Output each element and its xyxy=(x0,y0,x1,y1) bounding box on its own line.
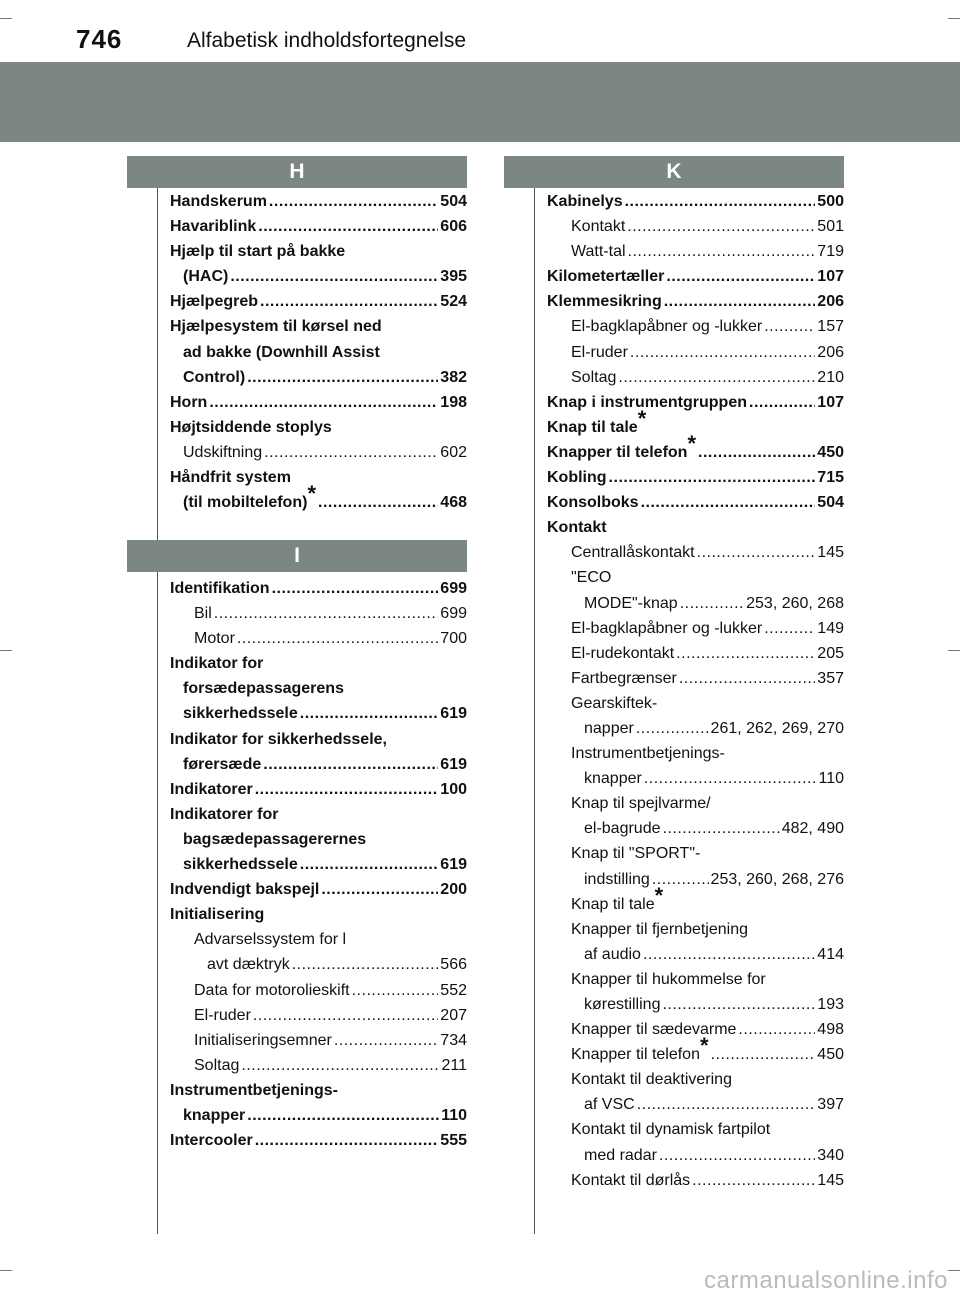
entry-text: Watt-tal xyxy=(571,243,626,261)
index-entry xyxy=(170,952,467,977)
index-entry xyxy=(170,852,467,877)
leader-dots xyxy=(643,942,815,967)
leader-dots xyxy=(247,365,438,390)
page-ref: 555 xyxy=(440,1132,467,1150)
index-entry xyxy=(170,827,467,852)
entry-text: Hjælpesystem til kørsel ned xyxy=(170,318,382,336)
index-entry xyxy=(170,676,467,701)
page-ref: 504 xyxy=(817,494,844,512)
page-ref: 619 xyxy=(440,755,467,773)
index-entry xyxy=(170,777,467,802)
entry-text: Intercooler xyxy=(170,1132,253,1150)
column-rule-right xyxy=(534,184,535,1234)
index-entry xyxy=(170,802,467,827)
index-entry xyxy=(170,214,467,239)
entry-text: knapper xyxy=(183,1106,246,1124)
entry-text: Centrallåskontakt xyxy=(571,544,695,562)
leader-dots xyxy=(644,766,817,791)
leader-dots xyxy=(300,852,439,877)
page-ref: 602 xyxy=(440,443,467,461)
index-entry xyxy=(170,626,467,651)
index-list-h xyxy=(170,189,467,515)
leader-dots xyxy=(258,214,438,239)
index-entry xyxy=(170,1128,467,1153)
index-entry xyxy=(547,189,844,214)
leader-dots xyxy=(627,214,815,239)
leader-dots xyxy=(300,701,439,726)
index-entry xyxy=(547,1092,844,1117)
entry-text: Knap til tale* xyxy=(547,405,647,436)
page-ref: 619 xyxy=(440,856,467,874)
leader-dots xyxy=(738,1017,815,1042)
footnote-asterisk: * xyxy=(654,882,664,908)
index-entry xyxy=(547,1143,844,1168)
index-entry xyxy=(547,1033,844,1067)
entry-text: El-ruder xyxy=(194,1006,251,1024)
entry-text: el-bagrude xyxy=(584,820,661,838)
entry-text: sikkerhedssele xyxy=(183,705,298,723)
page-ref: 198 xyxy=(440,393,467,411)
leader-dots xyxy=(264,440,438,465)
entry-text: Konsolboks xyxy=(547,494,639,512)
crop-mark xyxy=(948,650,960,651)
page-ref: 206 xyxy=(817,293,844,311)
leader-dots xyxy=(630,340,815,365)
leader-dots xyxy=(764,314,815,339)
page-ref: 699 xyxy=(440,605,467,623)
entry-text: El-bagklapåbner og -lukker xyxy=(571,318,763,336)
leader-dots xyxy=(676,641,815,666)
entry-text: Instrumentbetjenings- xyxy=(170,1081,339,1099)
entry-text: Kabinelys xyxy=(547,193,623,210)
index-entry xyxy=(170,877,467,902)
page-ref: 253, 260, 268 xyxy=(746,594,844,612)
leader-dots xyxy=(292,952,439,977)
page-ref: 149 xyxy=(817,619,844,637)
page-ref: 110 xyxy=(441,1106,467,1124)
index-entry xyxy=(547,565,844,590)
leader-dots xyxy=(697,540,816,565)
index-entry xyxy=(170,189,467,214)
page-ref: 205 xyxy=(817,644,844,662)
leader-dots xyxy=(253,1003,438,1028)
section-header-i: I xyxy=(127,540,467,572)
index-entry xyxy=(547,641,844,666)
index-entry xyxy=(170,340,467,365)
index-entry xyxy=(170,390,467,415)
page-ref: 482, 490 xyxy=(781,820,844,838)
leader-dots xyxy=(318,490,438,515)
section-header-k: K xyxy=(504,156,844,188)
entry-text: avt dæktryk xyxy=(207,956,290,974)
page-ref: 110 xyxy=(818,770,844,788)
index-entry xyxy=(547,691,844,716)
index-list-k xyxy=(547,189,844,1193)
entry-text: Control) xyxy=(183,368,246,386)
leader-dots xyxy=(662,992,815,1017)
page-ref: 193 xyxy=(817,996,844,1013)
leader-dots xyxy=(618,365,815,390)
leader-dots xyxy=(321,877,438,902)
entry-text: Udskiftning xyxy=(183,443,263,461)
entry-text: El-rudekontakt xyxy=(571,644,675,662)
page-ref: 414 xyxy=(817,945,844,963)
page-ref: 145 xyxy=(817,1171,844,1189)
entry-text: Kontakt til deaktivering xyxy=(571,1071,732,1089)
page-ref: 500 xyxy=(817,193,844,210)
index-entry xyxy=(547,1067,844,1092)
leader-dots xyxy=(609,465,816,490)
leader-dots xyxy=(237,626,438,651)
leader-dots xyxy=(334,1028,438,1053)
entry-text: med radar xyxy=(584,1146,657,1164)
footnote-asterisk: * xyxy=(637,405,647,431)
leader-dots xyxy=(680,591,744,616)
footnote-asterisk: * xyxy=(687,430,697,456)
page-ref: 382 xyxy=(440,368,467,386)
page-ref: 107 xyxy=(817,268,844,286)
entry-text: Data for motorolieskift xyxy=(194,981,350,999)
index-entry xyxy=(547,791,844,816)
entry-text: Gearskiftek- xyxy=(571,694,658,712)
index-entry xyxy=(547,716,844,741)
entry-text: Knap til spejlvarme/ xyxy=(571,795,711,813)
entry-text: Motor xyxy=(194,630,235,648)
index-entry xyxy=(547,465,844,490)
leader-dots xyxy=(641,490,816,515)
entry-text: Indikatorer xyxy=(170,780,253,798)
entry-text: Kontakt xyxy=(571,218,626,236)
index-entry xyxy=(547,942,844,967)
index-entry xyxy=(547,430,844,465)
entry-text: Indvendigt bakspejl xyxy=(170,881,320,899)
entry-text: (HAC) xyxy=(183,268,229,286)
page-ref: 207 xyxy=(440,1006,467,1024)
leader-dots xyxy=(209,390,438,415)
page-ref: 210 xyxy=(817,368,844,386)
index-entry xyxy=(547,992,844,1017)
index-entry xyxy=(170,314,467,339)
index-list-i xyxy=(170,576,467,1153)
index-entry xyxy=(547,766,844,791)
entry-text: Kontakt til dørlås xyxy=(571,1171,691,1189)
index-entry xyxy=(170,601,467,626)
index-entry xyxy=(170,481,467,515)
crop-mark xyxy=(948,18,960,19)
entry-text: Klemmesikring xyxy=(547,293,662,311)
entry-text: Kontakt til dynamisk fartpilot xyxy=(571,1121,771,1139)
page-ref: 253, 260, 268, 276 xyxy=(710,870,844,888)
entry-text: (til mobiltelefon)* xyxy=(183,481,316,512)
index-entry xyxy=(170,752,467,777)
index-entry xyxy=(170,365,467,390)
footnote-asterisk: * xyxy=(699,1033,709,1059)
index-entry xyxy=(547,390,844,415)
page-ref: 719 xyxy=(817,243,844,261)
entry-text: Knap til tale* xyxy=(571,882,664,913)
page-ref: 699 xyxy=(440,580,467,597)
page-title: Alfabetisk indholdsfortegnelse xyxy=(187,29,467,52)
page-ref: 145 xyxy=(817,544,844,562)
crop-mark xyxy=(0,1270,12,1271)
page-ref: 619 xyxy=(440,705,467,723)
leader-dots xyxy=(247,1103,439,1128)
index-entry xyxy=(170,902,467,927)
watermark: carmanualsonline.info xyxy=(704,1267,948,1294)
page-ref: 468 xyxy=(440,494,467,512)
leader-dots xyxy=(692,1168,815,1193)
index-entry xyxy=(170,1053,467,1078)
index-entry xyxy=(547,841,844,866)
entry-text: Knapper til sædevarme xyxy=(571,1021,737,1039)
index-entry xyxy=(547,490,844,515)
page-ref: 340 xyxy=(817,1146,844,1164)
page-ref: 200 xyxy=(440,881,467,899)
leader-dots xyxy=(666,264,815,289)
footnote-asterisk: * xyxy=(307,481,316,507)
entry-text: Knapper til telefon* xyxy=(547,430,697,461)
index-entry xyxy=(170,465,467,490)
page-ref: 107 xyxy=(817,393,844,411)
entry-text: Kobling xyxy=(547,469,607,487)
leader-dots xyxy=(637,1092,816,1117)
entry-text: El-ruder xyxy=(571,343,628,361)
leader-dots xyxy=(255,777,439,802)
index-entry xyxy=(547,882,844,917)
entry-text: Fartbegrænser xyxy=(571,669,677,687)
index-entry xyxy=(547,967,844,992)
leader-dots xyxy=(749,390,815,415)
entry-text: "ECO xyxy=(571,569,612,587)
entry-text: ad bakke (Downhill Assist xyxy=(183,343,380,361)
leader-dots xyxy=(263,752,438,777)
entry-text: Kontakt xyxy=(547,519,607,537)
entry-text: Instrumentbetjenings- xyxy=(571,745,725,763)
entry-text: El-bagklapåbner og -lukker xyxy=(571,619,763,637)
page-ref: 498 xyxy=(817,1021,844,1039)
index-entry xyxy=(170,289,467,314)
page-number: 746 xyxy=(76,24,123,54)
index-entry xyxy=(170,239,467,264)
index-entry xyxy=(170,927,467,952)
header-band xyxy=(0,62,960,142)
index-entry xyxy=(547,1168,844,1193)
index-entry xyxy=(170,1103,467,1128)
leader-dots xyxy=(269,189,438,214)
leader-dots xyxy=(764,616,815,641)
index-entry xyxy=(547,741,844,766)
entry-text: Identifikation xyxy=(170,580,270,597)
entry-text: Initialisering xyxy=(170,906,265,924)
entry-text: forsædepassagerens xyxy=(183,680,344,698)
entry-text: Knapper til hukommelse for xyxy=(571,970,766,988)
entry-text: Indikatorer for xyxy=(170,805,279,823)
column-rule-left xyxy=(157,184,158,1234)
leader-dots xyxy=(636,716,709,741)
page-ref: 504 xyxy=(440,193,467,210)
index-entry xyxy=(547,365,844,390)
index-entry xyxy=(547,917,844,942)
leader-dots xyxy=(255,1128,439,1153)
entry-text: Kilometertæller xyxy=(547,268,665,286)
index-entry xyxy=(547,666,844,691)
entry-text: MODE"-knap xyxy=(584,594,678,612)
entry-text: af audio xyxy=(584,945,641,963)
index-entry xyxy=(547,239,844,264)
leader-dots xyxy=(230,264,438,289)
entry-text: knapper xyxy=(584,770,642,788)
index-entry xyxy=(547,616,844,641)
page-ref: 397 xyxy=(817,1096,844,1114)
index-entry xyxy=(547,591,844,616)
page-ref: 715 xyxy=(817,469,844,487)
entry-text: Initialiseringsemner xyxy=(194,1031,332,1049)
leader-dots xyxy=(664,289,816,314)
page-ref: 395 xyxy=(440,268,467,286)
index-entry xyxy=(170,1078,467,1103)
page-ref: 606 xyxy=(440,218,467,236)
page-ref: 450 xyxy=(817,1046,844,1064)
index-entry xyxy=(170,1028,467,1053)
leader-dots xyxy=(214,601,439,626)
index-entry xyxy=(547,214,844,239)
page-ref: 450 xyxy=(817,443,844,461)
entry-text: Handskerum xyxy=(170,193,267,210)
leader-dots xyxy=(260,289,438,314)
entry-text: Hjælpegreb xyxy=(170,293,259,311)
index-entry xyxy=(547,314,844,339)
index-entry xyxy=(170,978,467,1003)
index-entry xyxy=(170,1003,467,1028)
entry-text: kørestilling xyxy=(584,996,661,1013)
index-entry xyxy=(170,440,467,465)
index-entry xyxy=(547,289,844,314)
index-entry xyxy=(170,264,467,289)
entry-text: Knap til "SPORT"- xyxy=(571,845,701,863)
index-entry xyxy=(547,540,844,565)
page-ref: 524 xyxy=(440,293,467,311)
entry-text: bagsædepassagerernes xyxy=(183,830,367,848)
crop-mark xyxy=(0,18,12,19)
leader-dots xyxy=(352,978,439,1003)
crop-mark xyxy=(948,1270,960,1271)
leader-dots xyxy=(663,816,780,841)
page-ref: 357 xyxy=(817,669,844,687)
page-ref: 566 xyxy=(440,956,467,974)
leader-dots xyxy=(679,666,815,691)
leader-dots xyxy=(272,576,439,601)
leader-dots xyxy=(659,1143,815,1168)
page-ref: 552 xyxy=(440,981,467,999)
entry-text: af VSC xyxy=(584,1096,635,1114)
entry-text: Indikator for xyxy=(170,655,264,673)
entry-text: Knap i instrumentgruppen xyxy=(547,393,747,411)
entry-text: Soltag xyxy=(194,1056,240,1074)
entry-text: sikkerhedssele xyxy=(183,856,298,874)
index-entry xyxy=(170,415,467,440)
leader-dots xyxy=(241,1053,439,1078)
leader-dots xyxy=(628,239,816,264)
leader-dots xyxy=(698,440,815,465)
page-ref: 700 xyxy=(440,630,467,648)
entry-text: Håndfrit system xyxy=(170,469,291,487)
entry-text: Horn xyxy=(170,393,208,411)
page-ref: 261, 262, 269, 270 xyxy=(710,719,844,737)
entry-text: napper xyxy=(584,719,634,737)
index-entry xyxy=(547,1117,844,1142)
page-ref: 734 xyxy=(440,1031,467,1049)
entry-text: førersæde xyxy=(183,755,262,773)
index-entry xyxy=(547,1017,844,1042)
page-ref: 211 xyxy=(441,1056,467,1074)
page-ref: 157 xyxy=(817,318,844,336)
entry-text: Indikator for sikkerhedssele, xyxy=(170,730,387,748)
entry-text: Knapper til telefon* xyxy=(571,1033,709,1064)
entry-text: Knapper til fjernbetjening xyxy=(571,920,749,938)
entry-text: Havariblink xyxy=(170,218,257,236)
index-entry xyxy=(547,264,844,289)
leader-dots xyxy=(711,1042,816,1067)
section-header-h: H xyxy=(127,156,467,188)
index-entry xyxy=(547,816,844,841)
page-ref: 100 xyxy=(440,780,467,798)
index-entry xyxy=(547,867,844,892)
index-entry xyxy=(547,340,844,365)
index-entry xyxy=(170,576,467,601)
entry-text: Soltag xyxy=(571,368,617,386)
leader-dots xyxy=(625,189,816,214)
page-ref: 206 xyxy=(817,343,844,361)
index-entry xyxy=(170,701,467,726)
index-entry xyxy=(547,515,844,540)
crop-mark xyxy=(0,650,12,651)
entry-text: Højtsiddende stoplys xyxy=(170,418,332,436)
index-entry xyxy=(170,651,467,676)
index-entry xyxy=(170,727,467,752)
entry-text: Hjælp til start på bakke xyxy=(170,243,346,261)
entry-text: Advarselssystem for l xyxy=(194,931,347,949)
entry-text: indstilling xyxy=(584,870,650,888)
entry-text: Bil xyxy=(194,605,212,623)
page-ref: 501 xyxy=(817,218,844,236)
